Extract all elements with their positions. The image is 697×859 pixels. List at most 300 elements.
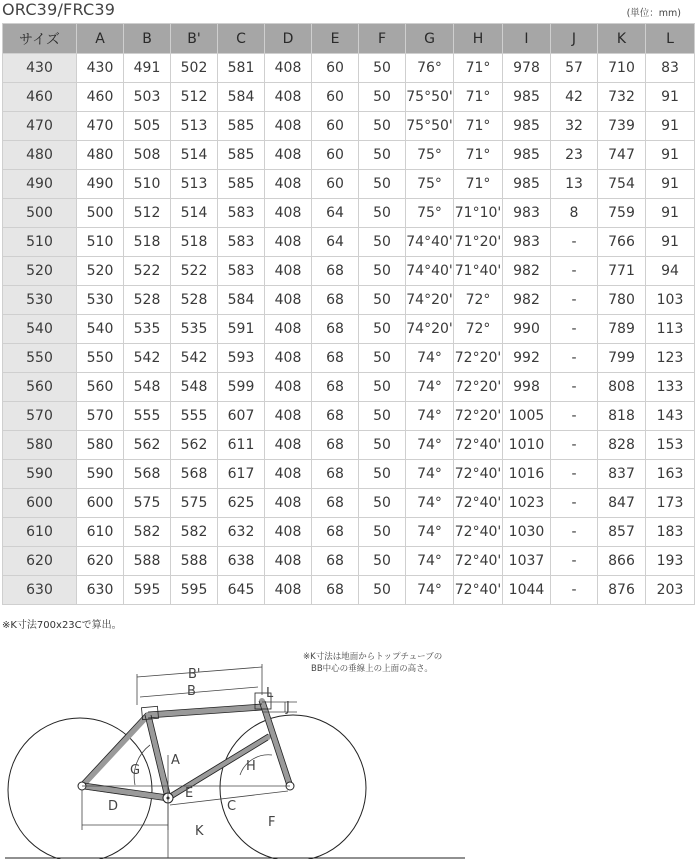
value-cell: 50 — [359, 112, 406, 141]
value-cell: 828 — [598, 431, 646, 460]
value-cell: 1016 — [503, 460, 551, 489]
value-cell: 1010 — [503, 431, 551, 460]
value-cell: 530 — [77, 286, 124, 315]
value-cell: 710 — [598, 54, 646, 83]
value-cell: 50 — [359, 199, 406, 228]
size-cell: 470 — [3, 112, 77, 141]
value-cell: 71° — [454, 170, 503, 199]
value-cell: 50 — [359, 141, 406, 170]
value-cell: 74° — [406, 402, 454, 431]
value-cell: 847 — [598, 489, 646, 518]
value-cell: 72°20' — [454, 344, 503, 373]
column-header-j: J — [551, 24, 598, 54]
table-row — [3, 460, 695, 489]
value-cell: 408 — [265, 257, 312, 286]
value-cell: 550 — [77, 344, 124, 373]
value-cell: 68 — [312, 489, 359, 518]
value-cell: 72°40' — [454, 576, 503, 605]
value-cell: 625 — [218, 489, 265, 518]
value-cell: 50 — [359, 547, 406, 576]
size-cell: 510 — [3, 228, 77, 257]
value-cell: 91 — [646, 83, 695, 112]
value-cell: 575 — [171, 489, 218, 518]
size-cell: 610 — [3, 518, 77, 547]
value-cell: 408 — [265, 286, 312, 315]
label-h: H — [246, 759, 256, 774]
value-cell: 518 — [124, 228, 171, 257]
size-cell: 460 — [3, 83, 77, 112]
value-cell: 503 — [124, 83, 171, 112]
table-row — [3, 257, 695, 286]
value-cell: 512 — [124, 199, 171, 228]
value-cell: 1044 — [503, 576, 551, 605]
size-cell: 480 — [3, 141, 77, 170]
value-cell: 982 — [503, 286, 551, 315]
table-row — [3, 141, 695, 170]
column-header-b: B — [124, 24, 171, 54]
value-cell: 408 — [265, 315, 312, 344]
value-cell: 68 — [312, 257, 359, 286]
table-body — [3, 54, 695, 605]
value-cell: 583 — [218, 228, 265, 257]
value-cell: 595 — [171, 576, 218, 605]
value-cell: 75°50' — [406, 112, 454, 141]
column-header-size: サイズ — [3, 24, 77, 54]
value-cell: 408 — [265, 489, 312, 518]
value-cell: 83 — [646, 54, 695, 83]
value-cell: 747 — [598, 141, 646, 170]
value-cell: 71° — [454, 83, 503, 112]
table-row — [3, 373, 695, 402]
value-cell: 857 — [598, 518, 646, 547]
value-cell: 470 — [77, 112, 124, 141]
diagram-note-line-1: ※K寸法は地面からトップチューブの — [303, 652, 443, 662]
table-row — [3, 344, 695, 373]
value-cell: 408 — [265, 199, 312, 228]
value-cell: 585 — [218, 170, 265, 199]
value-cell: 408 — [265, 54, 312, 83]
value-cell: 72° — [454, 286, 503, 315]
value-cell: - — [551, 315, 598, 344]
value-cell: 542 — [171, 344, 218, 373]
value-cell: 600 — [77, 489, 124, 518]
value-cell: 64 — [312, 199, 359, 228]
value-cell: - — [551, 460, 598, 489]
value-cell: - — [551, 402, 598, 431]
value-cell: 610 — [77, 518, 124, 547]
value-cell: 68 — [312, 460, 359, 489]
value-cell: 568 — [124, 460, 171, 489]
value-cell: 978 — [503, 54, 551, 83]
value-cell: 985 — [503, 170, 551, 199]
value-cell: 588 — [124, 547, 171, 576]
value-cell: 408 — [265, 83, 312, 112]
value-cell: 983 — [503, 199, 551, 228]
value-cell: 408 — [265, 431, 312, 460]
value-cell: 732 — [598, 83, 646, 112]
value-cell: - — [551, 431, 598, 460]
size-cell: 570 — [3, 402, 77, 431]
value-cell: 72°40' — [454, 460, 503, 489]
value-cell: 560 — [77, 373, 124, 402]
value-cell: 512 — [171, 83, 218, 112]
column-header-bp: B' — [171, 24, 218, 54]
value-cell: 50 — [359, 315, 406, 344]
value-cell: 50 — [359, 83, 406, 112]
table-row — [3, 83, 695, 112]
value-cell: 408 — [265, 112, 312, 141]
label-f: F — [268, 815, 276, 830]
value-cell: 584 — [218, 83, 265, 112]
value-cell: 64 — [312, 228, 359, 257]
value-cell: - — [551, 286, 598, 315]
table-header-row — [3, 24, 695, 54]
value-cell: - — [551, 547, 598, 576]
value-cell: 75° — [406, 199, 454, 228]
value-cell: 588 — [171, 547, 218, 576]
value-cell: 408 — [265, 402, 312, 431]
value-cell: 818 — [598, 402, 646, 431]
value-cell: 71°40' — [454, 257, 503, 286]
size-cell: 550 — [3, 344, 77, 373]
label-b: B — [187, 684, 196, 699]
value-cell: 408 — [265, 518, 312, 547]
value-cell: 837 — [598, 460, 646, 489]
table-row — [3, 112, 695, 141]
value-cell: 520 — [77, 257, 124, 286]
value-cell: 528 — [171, 286, 218, 315]
table-row — [3, 315, 695, 344]
value-cell: 985 — [503, 141, 551, 170]
value-cell: 74° — [406, 431, 454, 460]
value-cell: 510 — [77, 228, 124, 257]
value-cell: 68 — [312, 286, 359, 315]
value-cell: 789 — [598, 315, 646, 344]
value-cell: 491 — [124, 54, 171, 83]
size-cell: 600 — [3, 489, 77, 518]
value-cell: 143 — [646, 402, 695, 431]
value-cell: 50 — [359, 228, 406, 257]
value-cell: 581 — [218, 54, 265, 83]
value-cell: 68 — [312, 373, 359, 402]
value-cell: 74° — [406, 460, 454, 489]
k-dimension-note: ※K寸法700x23Cで算出。 — [2, 620, 122, 631]
value-cell: 75° — [406, 170, 454, 199]
value-cell: 555 — [124, 402, 171, 431]
value-cell: 502 — [171, 54, 218, 83]
value-cell: 74°20' — [406, 286, 454, 315]
value-cell: 580 — [77, 431, 124, 460]
value-cell: 548 — [124, 373, 171, 402]
unit-label: (単位：mm) — [626, 8, 681, 19]
value-cell: 513 — [171, 170, 218, 199]
value-cell: 75° — [406, 141, 454, 170]
value-cell: 595 — [124, 576, 171, 605]
label-j: J — [286, 700, 290, 715]
label-d: D — [108, 799, 119, 814]
frame-geometry-diagram — [0, 645, 470, 859]
value-cell: 408 — [265, 344, 312, 373]
value-cell: 74° — [406, 576, 454, 605]
value-cell: 72°40' — [454, 431, 503, 460]
column-header-k: K — [598, 24, 646, 54]
value-cell: 555 — [171, 402, 218, 431]
value-cell: 982 — [503, 257, 551, 286]
value-cell: 71° — [454, 112, 503, 141]
column-header-d: D — [265, 24, 312, 54]
value-cell: 599 — [218, 373, 265, 402]
value-cell: 985 — [503, 83, 551, 112]
column-header-l: L — [646, 24, 695, 54]
value-cell: 60 — [312, 83, 359, 112]
column-header-g: G — [406, 24, 454, 54]
value-cell: 430 — [77, 54, 124, 83]
value-cell: 876 — [598, 576, 646, 605]
value-cell: 68 — [312, 344, 359, 373]
value-cell: 542 — [124, 344, 171, 373]
page-title: ORC39/FRC39 — [2, 0, 116, 19]
value-cell: 490 — [77, 170, 124, 199]
value-cell: 68 — [312, 402, 359, 431]
size-cell: 560 — [3, 373, 77, 402]
value-cell: 74° — [406, 518, 454, 547]
value-cell: 591 — [218, 315, 265, 344]
value-cell: 985 — [503, 112, 551, 141]
label-g: G — [130, 763, 141, 778]
value-cell: 50 — [359, 54, 406, 83]
value-cell: 72°40' — [454, 489, 503, 518]
value-cell: 514 — [171, 141, 218, 170]
value-cell: 548 — [171, 373, 218, 402]
value-cell: 57 — [551, 54, 598, 83]
value-cell: 514 — [171, 199, 218, 228]
value-cell: 71° — [454, 54, 503, 83]
value-cell: 983 — [503, 228, 551, 257]
value-cell: 74°40' — [406, 228, 454, 257]
value-cell: 630 — [77, 576, 124, 605]
value-cell: 72°20' — [454, 402, 503, 431]
value-cell: 72°20' — [454, 373, 503, 402]
table-row — [3, 170, 695, 199]
value-cell: 74° — [406, 547, 454, 576]
value-cell: 91 — [646, 112, 695, 141]
value-cell: 71°10' — [454, 199, 503, 228]
table-row — [3, 54, 695, 83]
value-cell: 153 — [646, 431, 695, 460]
column-header-f: F — [359, 24, 406, 54]
value-cell: 562 — [124, 431, 171, 460]
value-cell: 500 — [77, 199, 124, 228]
value-cell: 193 — [646, 547, 695, 576]
table-row — [3, 199, 695, 228]
value-cell: 638 — [218, 547, 265, 576]
value-cell: 91 — [646, 199, 695, 228]
value-cell: 611 — [218, 431, 265, 460]
value-cell: 754 — [598, 170, 646, 199]
value-cell: 593 — [218, 344, 265, 373]
column-header-h: H — [454, 24, 503, 54]
value-cell: 992 — [503, 344, 551, 373]
value-cell: 71°20' — [454, 228, 503, 257]
value-cell: 562 — [171, 431, 218, 460]
value-cell: 32 — [551, 112, 598, 141]
value-cell: 480 — [77, 141, 124, 170]
geometry-table — [2, 23, 695, 605]
value-cell: 50 — [359, 460, 406, 489]
table-row — [3, 402, 695, 431]
value-cell: 103 — [646, 286, 695, 315]
value-cell: 68 — [312, 547, 359, 576]
table-row — [3, 547, 695, 576]
value-cell: 50 — [359, 518, 406, 547]
value-cell: 163 — [646, 460, 695, 489]
value-cell: 91 — [646, 141, 695, 170]
value-cell: 408 — [265, 373, 312, 402]
value-cell: 585 — [218, 141, 265, 170]
value-cell: 570 — [77, 402, 124, 431]
column-header-c: C — [218, 24, 265, 54]
value-cell: 535 — [171, 315, 218, 344]
value-cell: 76° — [406, 54, 454, 83]
value-cell: 528 — [124, 286, 171, 315]
value-cell: 1037 — [503, 547, 551, 576]
value-cell: 50 — [359, 170, 406, 199]
value-cell: 8 — [551, 199, 598, 228]
value-cell: 50 — [359, 402, 406, 431]
value-cell: 68 — [312, 315, 359, 344]
value-cell: 75°50' — [406, 83, 454, 112]
value-cell: 1030 — [503, 518, 551, 547]
value-cell: 766 — [598, 228, 646, 257]
value-cell: 50 — [359, 431, 406, 460]
value-cell: 998 — [503, 373, 551, 402]
value-cell: 50 — [359, 257, 406, 286]
value-cell: 518 — [171, 228, 218, 257]
value-cell: 408 — [265, 576, 312, 605]
value-cell: 780 — [598, 286, 646, 315]
value-cell: 505 — [124, 112, 171, 141]
value-cell: 584 — [218, 286, 265, 315]
value-cell: - — [551, 344, 598, 373]
table-row — [3, 518, 695, 547]
value-cell: 1005 — [503, 402, 551, 431]
value-cell: 460 — [77, 83, 124, 112]
value-cell: 522 — [171, 257, 218, 286]
value-cell: 607 — [218, 402, 265, 431]
size-cell: 430 — [3, 54, 77, 83]
value-cell: 759 — [598, 199, 646, 228]
value-cell: 645 — [218, 576, 265, 605]
value-cell: - — [551, 228, 598, 257]
value-cell: 408 — [265, 547, 312, 576]
diagram-note-line-2: BB中心の垂線上の上面の高さ。 — [311, 664, 433, 674]
value-cell: 575 — [124, 489, 171, 518]
table-row — [3, 228, 695, 257]
value-cell: 72°40' — [454, 547, 503, 576]
value-cell: 522 — [124, 257, 171, 286]
label-b-prime: B' — [188, 667, 201, 682]
size-cell: 620 — [3, 547, 77, 576]
value-cell: 590 — [77, 460, 124, 489]
value-cell: 617 — [218, 460, 265, 489]
value-cell: 50 — [359, 489, 406, 518]
label-c: C — [227, 799, 237, 814]
label-k: K — [195, 824, 204, 839]
value-cell: 771 — [598, 257, 646, 286]
value-cell: 133 — [646, 373, 695, 402]
size-cell: 530 — [3, 286, 77, 315]
value-cell: 408 — [265, 228, 312, 257]
size-cell: 500 — [3, 199, 77, 228]
value-cell: 540 — [77, 315, 124, 344]
size-cell: 580 — [3, 431, 77, 460]
value-cell: 60 — [312, 54, 359, 83]
value-cell: 23 — [551, 141, 598, 170]
value-cell: 74° — [406, 489, 454, 518]
value-cell: - — [551, 257, 598, 286]
value-cell: 203 — [646, 576, 695, 605]
value-cell: 582 — [124, 518, 171, 547]
value-cell: 739 — [598, 112, 646, 141]
value-cell: 50 — [359, 344, 406, 373]
value-cell: 68 — [312, 431, 359, 460]
value-cell: 582 — [171, 518, 218, 547]
size-cell: 590 — [3, 460, 77, 489]
value-cell: 94 — [646, 257, 695, 286]
column-header-i: I — [503, 24, 551, 54]
value-cell: 71° — [454, 141, 503, 170]
value-cell: 408 — [265, 460, 312, 489]
size-cell: 540 — [3, 315, 77, 344]
value-cell: 513 — [171, 112, 218, 141]
value-cell: 74° — [406, 344, 454, 373]
table-row — [3, 431, 695, 460]
value-cell: 990 — [503, 315, 551, 344]
value-cell: - — [551, 373, 598, 402]
table-row — [3, 576, 695, 605]
label-e: E — [185, 786, 194, 801]
value-cell: 60 — [312, 112, 359, 141]
value-cell: 408 — [265, 141, 312, 170]
value-cell: - — [551, 518, 598, 547]
value-cell: 583 — [218, 257, 265, 286]
value-cell: 866 — [598, 547, 646, 576]
value-cell: 42 — [551, 83, 598, 112]
value-cell: 50 — [359, 286, 406, 315]
size-cell: 490 — [3, 170, 77, 199]
value-cell: 68 — [312, 518, 359, 547]
value-cell: 113 — [646, 315, 695, 344]
size-cell: 630 — [3, 576, 77, 605]
value-cell: 535 — [124, 315, 171, 344]
size-cell: 520 — [3, 257, 77, 286]
table-row — [3, 489, 695, 518]
value-cell: 13 — [551, 170, 598, 199]
value-cell: 568 — [171, 460, 218, 489]
value-cell: 583 — [218, 199, 265, 228]
value-cell: - — [551, 489, 598, 518]
value-cell: 72°40' — [454, 518, 503, 547]
value-cell: 60 — [312, 141, 359, 170]
value-cell: 74°20' — [406, 315, 454, 344]
value-cell: 74° — [406, 373, 454, 402]
value-cell: 72° — [454, 315, 503, 344]
table-row — [3, 286, 695, 315]
label-l: L — [266, 686, 274, 701]
value-cell: 585 — [218, 112, 265, 141]
value-cell: 808 — [598, 373, 646, 402]
value-cell: 50 — [359, 373, 406, 402]
